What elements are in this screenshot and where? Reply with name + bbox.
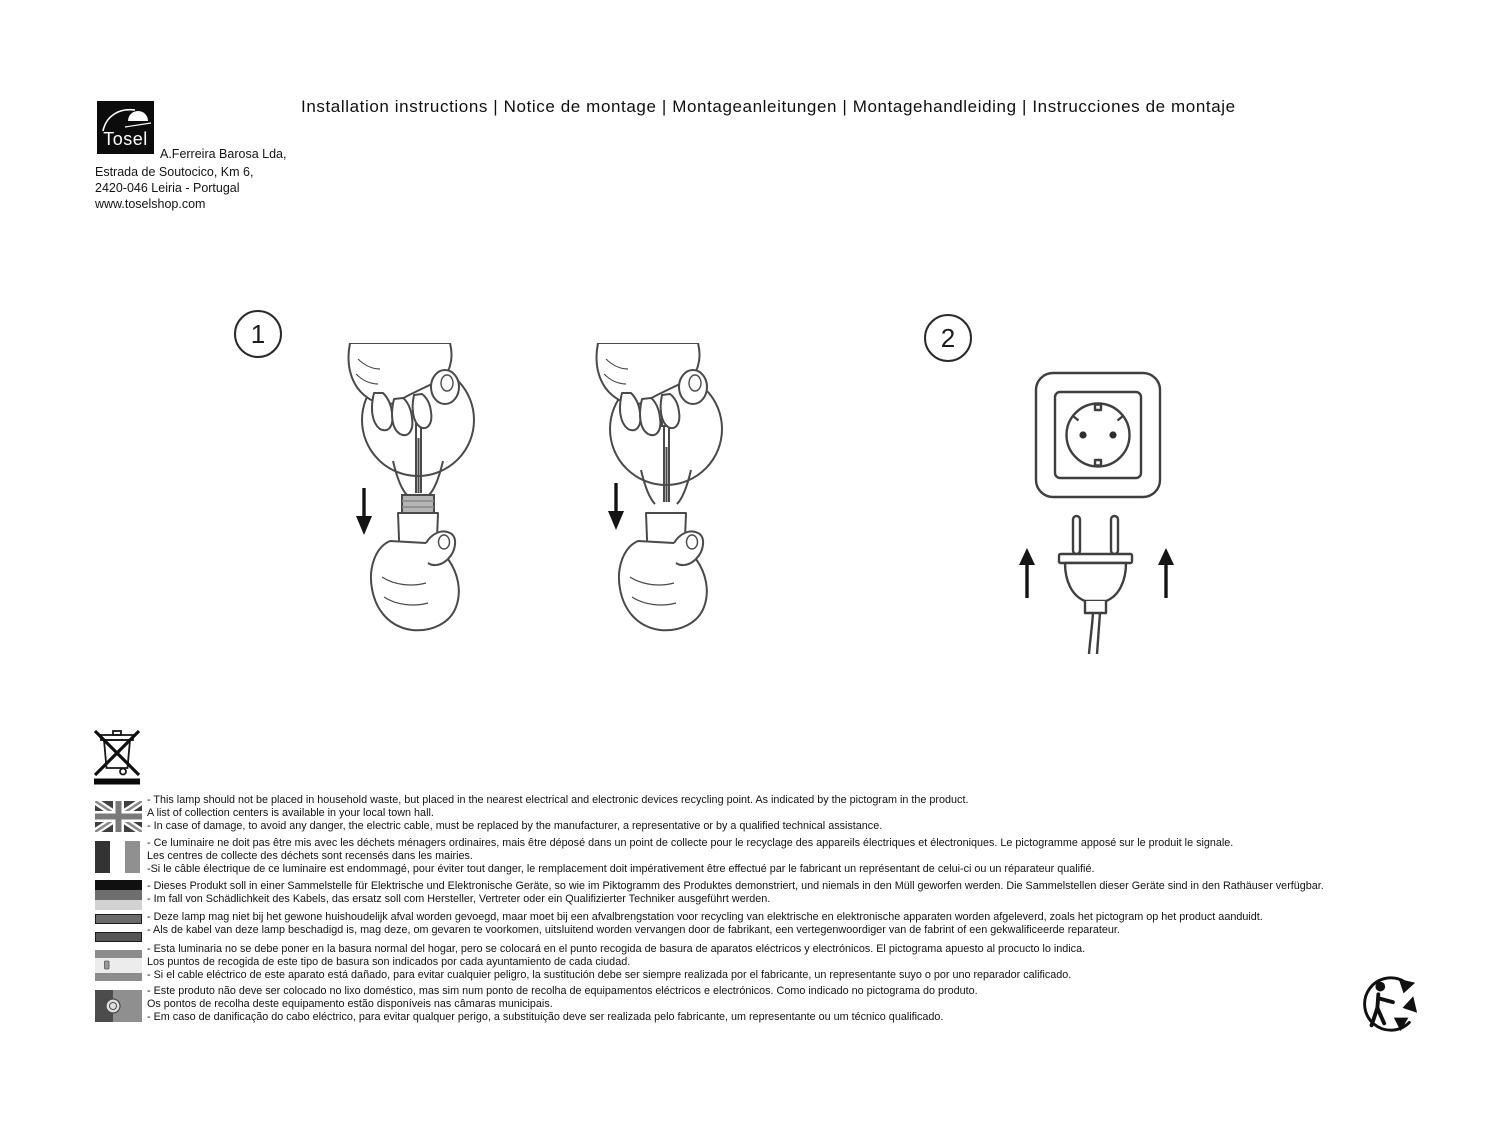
down-arrow-icon xyxy=(608,483,624,530)
step-2-badge xyxy=(924,314,972,362)
address-street: Estrada de Soutocico, Km 6, xyxy=(95,165,254,179)
notice-english xyxy=(147,794,968,834)
notice-line: -Si le câble électrique de ce luminaire est endommagé, pour éviter tout danger, le remplacement doit impérativement être effectué par le fabricant un représentant de celui-ci ou un réparateur qualifié. xyxy=(147,863,1095,876)
notice-line: - Im fall von Schädlichkeit des Kabels, das ersatz soll com Hersteller, Vertreter oder ein Qualifizierter Techniker ausgeführt werden. xyxy=(147,893,771,906)
bulb-screwing-illustration xyxy=(338,343,498,633)
notice-line: - Dieses Produkt soll in einer Sammelstelle für Elektrische und Elektronische Geräte, so wie im Piktogramm des Produktes demonstriert, und niemals in den Müll geworfen werden. Die Sammelstellen dieser Geräte sind in den Rathäuser verfügbar. xyxy=(147,880,1324,892)
address-city: 2420-046 Leiria - Portugal xyxy=(95,181,240,195)
up-arrow-icon xyxy=(1157,548,1175,598)
lower-hand xyxy=(371,531,459,630)
notice-line: - Als de kabel van deze lamp beschadigd is, mag deze, om gevaren te voorkomen, uitsluitend worden vervangen door de fabrikant, een vertegenwoordiger van de fabrint of een gekwalificeerde reparateur. xyxy=(147,924,1120,937)
notice-line: Los puntos de recogida de este tipo de basura son indicados por cada ayuntamiento de cada ciudad. xyxy=(147,956,631,969)
wall-socket-icon xyxy=(1034,371,1162,499)
lower-hand xyxy=(619,531,707,630)
netherlands-flag-icon xyxy=(95,914,142,942)
tosel-logo xyxy=(97,101,154,154)
upper-hand xyxy=(349,343,459,435)
notice-german xyxy=(147,880,1324,906)
notice-portuguese xyxy=(147,985,978,1025)
notice-line: - In case of damage, to avoid any danger, the electric cable, must be replaced by the manufacturer, a representative or by a qualified technical assistance. xyxy=(147,820,883,833)
crossed-out-wheelie-bin-icon xyxy=(94,727,140,785)
france-flag-icon xyxy=(95,841,140,873)
notice-line: - This lamp should not be placed in household waste, but placed in the nearest electrical and electronic devices recycling point. As indicated by the pictogram in the product. xyxy=(147,794,969,806)
notice-line: - Em caso de danificação do cabo eléctrico, para evitar qualquer perigo, a substituição deve ser realizada pelo fabricante, um representante ou um técnico qualificado. xyxy=(147,1011,944,1024)
notice-spanish xyxy=(147,943,1085,983)
triman-recycling-icon xyxy=(1358,972,1420,1038)
notice-line: - Deze lamp mag niet bij het gewone huishoudelijk afval worden gevoegd, maar moet bij een afvalbrengstation voor recycling van elektrische en elektronische apparaten worden afgeleverd, zoals het pictogram op het product aanduidt. xyxy=(147,911,1263,923)
notice-line: - Ce luminaire ne doit pas être mis avec les déchets ménagers ordinaires, mais être déposé dans un point de collecte pour le recyclage des appareils électriques et électroniques. Le pictogramme apposé sur le produit le signale. xyxy=(147,837,1234,849)
plug-icon xyxy=(1052,514,1142,654)
notice-line: - Este produto não deve ser colocado no lixo doméstico, mas sim num ponto de recolha de equipamentos eléctricos e electrónicos. Como indicado no pictograma do produto. xyxy=(147,985,978,997)
uk-flag-icon xyxy=(95,801,142,832)
notice-line: A list of collection centers is available in your local town hall. xyxy=(147,807,434,820)
upper-hand xyxy=(597,343,707,435)
bulb-seated-illustration xyxy=(586,343,746,633)
spain-flag-icon xyxy=(95,950,142,981)
notice-line: - Esta luminaria no se debe poner en la basura normal del hogar, pero se colocará en el punto recogida de basura de aparatos eléctricos y electrónicos. El pictograma apuesto al procucto lo indica. xyxy=(147,943,1086,955)
notice-line: - Si el cable eléctrico de este aparato está dañado, para evitar cualquier peligro, la sustitución debe ser siempre realizada por el fabricante, un representante suyo o por uno reparador calificado. xyxy=(147,969,1072,982)
notice-dutch xyxy=(147,911,1263,937)
notice-line: Les centres de collecte des déchets sont recensés dans les mairies. xyxy=(147,850,473,863)
tosel-logo-text: Tosel xyxy=(103,129,148,149)
step-1-badge xyxy=(234,310,282,358)
step-2-number: 2 xyxy=(940,322,956,353)
germany-flag-icon xyxy=(95,880,142,910)
up-arrow-icon xyxy=(1018,548,1036,598)
portugal-flag-icon xyxy=(95,990,142,1022)
down-arrow-icon xyxy=(356,488,372,535)
company-name: A.Ferreira Barosa Lda, xyxy=(160,147,287,161)
page-title: Installation instructions | Notice de montage | Montageanleitungen | Montagehandleiding | Instrucciones de montaje xyxy=(301,97,1236,116)
notice-french xyxy=(147,837,1233,877)
step-1-number: 1 xyxy=(250,318,266,349)
notice-line: Os pontos de recolha deste equipamento estão disponíveis nas câmaras municipais. xyxy=(147,998,553,1011)
website-text: www.toselshop.com xyxy=(95,197,206,211)
